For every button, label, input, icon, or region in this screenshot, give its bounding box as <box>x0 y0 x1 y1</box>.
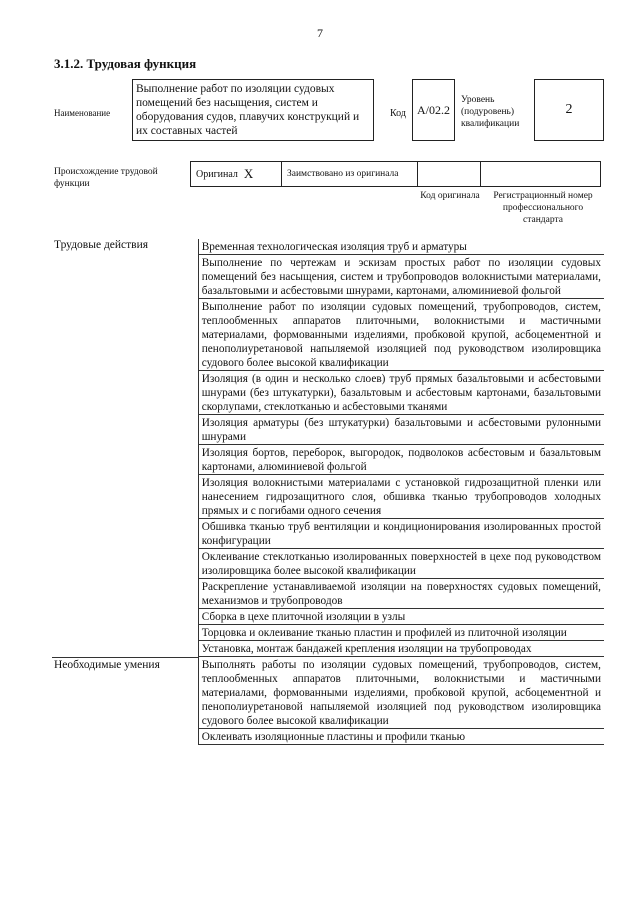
code-label: Код <box>390 108 406 119</box>
list-item: Изоляция бортов, переборок, выгородок, подволоков асбестовым и базальтовым картонами, алюминиевой фольгой <box>199 445 604 475</box>
list-item: Выполнять работы по изоляции судовых помещений, трубопроводов, систем, теплообменных аппаратов плиточными, волокнистыми и мастичными материалами, формованными изделиями, пробковой крупой, асбоцементной и пенополиуретановой напыляемой изоляцией под руководством изолировщика судового более высокой квалификации <box>199 657 604 729</box>
code-value-box: А/02.2 <box>412 79 455 141</box>
list-item: Временная технологическая изоляция труб и арматуры <box>199 239 604 255</box>
list-item: Оклеивать изоляционные пластины и профили тканью <box>199 729 604 745</box>
section-label: Трудовые действия <box>54 239 149 251</box>
list-item: Выполнение работ по изоляции судовых помещений, трубопроводов, систем, теплообменных аппаратов плиточными, волокнистыми и мастичными материалами, формованными изделиями, пробковой крупой, асбоцементной и пенополиуретановой напыляемой изоляцией под руководством изолировщика судового более высокой квалификации <box>199 299 604 371</box>
list-item: Раскрепление устанавливаемой изоляции на поверхностях судовых помещений, механизмов и трубопроводов <box>199 579 604 609</box>
borrowed-cell: Заимствовано из оригинала <box>281 161 418 187</box>
code-original-cell <box>417 161 481 187</box>
required-skills-list <box>198 657 604 745</box>
name-label: Наименование <box>54 108 111 118</box>
list-item: Оклеивание стеклотканью изолированных поверхностей в цехе под руководством изолировщика более высокой квалификации <box>199 549 604 579</box>
list-item: Установка, монтаж бандажей крепления изоляции на трубопроводах <box>199 641 604 657</box>
original-label: Оригинал <box>196 168 238 180</box>
original-cell <box>190 161 282 187</box>
page-number: 7 <box>317 26 323 40</box>
section-title: 3.1.2. Трудовая функция <box>54 56 197 71</box>
level-label: Уровень (подуровень) квалификации <box>461 95 520 129</box>
list-item: Изоляция (в один и несколько слоев) труб прямых базальтовыми и асбестовыми шнурами (без штукатурки), базальтовым и асбестовым картонами, базальтовыми скорлупами, стеклотканью и асбестовыми тканями <box>199 371 604 415</box>
original-mark: X <box>243 166 254 181</box>
level-value-box: 2 <box>534 79 604 141</box>
labor-actions-list <box>198 239 604 657</box>
function-name-box: Выполнение работ по изоляции судовых помещений без насыщения, систем и оборудования судов, плавучих конструкций и их составных частей <box>132 79 374 141</box>
code-original-label: Код оригинала <box>420 191 480 201</box>
section-row-labor-actions <box>52 239 604 657</box>
section-label: Необходимые умения <box>52 657 198 745</box>
list-item: Торцовка и оклеивание тканью пластин и профилей из плиточной изоляции <box>199 625 604 641</box>
labor-function-table <box>52 239 604 745</box>
list-item: Изоляция арматуры (без штукатурки) базальтовыми и асбестовыми рулонными шнурами <box>199 415 604 445</box>
reg-number-cell <box>480 161 601 187</box>
origin-label: Происхождение трудовой функции <box>54 167 158 189</box>
list-item: Сборка в цехе плиточной изоляции в узлы <box>199 609 604 625</box>
reg-number-label: Регистрационный номер профессионального стандарта <box>493 191 593 225</box>
origin-row <box>190 161 602 187</box>
list-item: Выполнение по чертежам и эскизам простых работ по изоляции судовых помещений без насыщения, систем и трубопроводов волокнистыми материалами, базальтовыми и асбестовыми шнурами, картонами, алюминиевой фольгой <box>199 255 604 299</box>
section-row-required-skills <box>52 657 604 745</box>
list-item: Обшивка тканью труб вентиляции и кондиционирования изолированных простой конфигурации <box>199 519 604 549</box>
list-item: Изоляция волокнистыми материалами с установкой гидрозащитной пленки или нанесением гидрозащитного слоя, обшивка тканью трубопроводов холодных прямых и с погибами одного сечения <box>199 475 604 519</box>
